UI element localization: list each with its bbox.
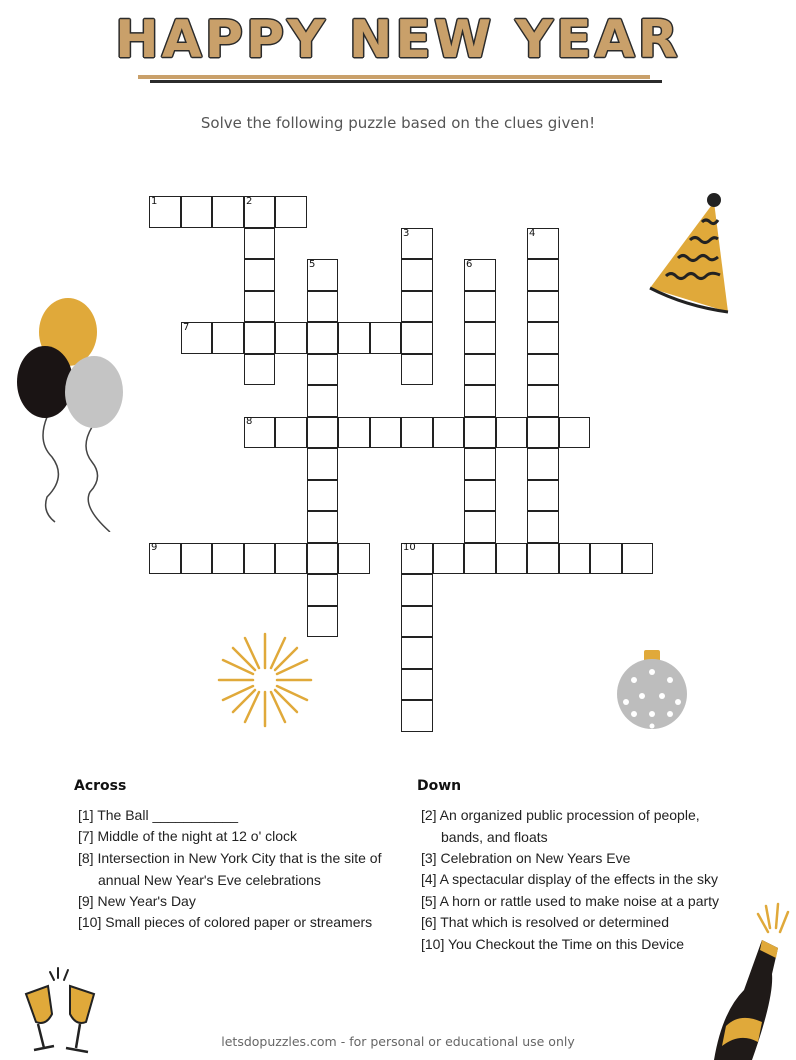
down-clue-4: [4] A spectacular display of the effects in the sky <box>421 871 719 887</box>
grid-cell[interactable] <box>212 196 244 228</box>
grid-cell[interactable] <box>401 574 433 606</box>
down-clue-6: [6] That which is resolved or determined <box>421 914 669 930</box>
clue-number-10: 10 <box>403 542 416 553</box>
grid-cell[interactable] <box>401 637 433 669</box>
grid-cell[interactable] <box>307 543 339 575</box>
grid-cell[interactable] <box>401 291 433 323</box>
grid-cell[interactable] <box>527 480 559 512</box>
across-clue-7: [7] Middle of the night at 12 o' clock <box>78 828 298 844</box>
firework-icon <box>215 630 315 730</box>
grid-cell[interactable] <box>307 417 339 449</box>
grid-cell[interactable] <box>275 322 307 354</box>
across-clue-8: [8] Intersection in New York City that is the site of annual New Year's Eve celebrations <box>78 850 382 888</box>
grid-cell[interactable] <box>275 196 307 228</box>
clue-number-2: 2 <box>246 196 253 207</box>
page-title: HAPPY NEW YEAR <box>115 10 681 70</box>
grid-cell[interactable] <box>307 354 339 386</box>
grid-cell[interactable] <box>464 417 496 449</box>
grid-cell[interactable] <box>244 322 276 354</box>
grid-cell[interactable] <box>370 322 402 354</box>
grid-cell[interactable] <box>559 543 591 575</box>
clue-number-1: 1 <box>151 196 158 207</box>
across-clue-9: [9] New Year's Day <box>78 893 196 909</box>
grid-cell[interactable] <box>496 543 528 575</box>
grid-cell[interactable] <box>338 322 370 354</box>
clue-number-5: 5 <box>309 259 316 270</box>
grid-cell[interactable] <box>433 543 465 575</box>
across-clue-1: [1] The Ball ___________ <box>78 807 239 823</box>
grid-cell[interactable] <box>212 543 244 575</box>
grid-cell[interactable] <box>401 322 433 354</box>
clue-number-3: 3 <box>403 228 410 239</box>
down-clue-2: [2] An organized public procession of people, bands, and floats <box>421 807 700 845</box>
grid-cell[interactable] <box>275 543 307 575</box>
grid-cell[interactable] <box>370 417 402 449</box>
grid-cell[interactable] <box>244 259 276 291</box>
down-clue-10: [10] You Checkout the Time on this Device <box>421 936 685 952</box>
grid-cell[interactable] <box>622 543 654 575</box>
grid-cell[interactable] <box>307 448 339 480</box>
grid-cell[interactable] <box>527 417 559 449</box>
grid-cell[interactable] <box>401 700 433 732</box>
grid-cell[interactable] <box>244 291 276 323</box>
grid-cell[interactable] <box>464 354 496 386</box>
grid-cell[interactable] <box>496 417 528 449</box>
grid-cell[interactable] <box>527 543 559 575</box>
grid-cell[interactable] <box>275 417 307 449</box>
party-hat-icon <box>640 188 740 318</box>
grid-cell[interactable] <box>401 354 433 386</box>
grid-cell[interactable] <box>527 448 559 480</box>
grid-cell[interactable] <box>401 259 433 291</box>
grid-cell[interactable] <box>527 511 559 543</box>
grid-cell[interactable] <box>212 322 244 354</box>
grid-cell[interactable] <box>527 385 559 417</box>
title-underline-dark <box>150 80 662 83</box>
grid-cell[interactable] <box>464 480 496 512</box>
clue-number-8: 8 <box>246 416 253 427</box>
grid-cell[interactable] <box>527 259 559 291</box>
grid-cell[interactable] <box>464 291 496 323</box>
grid-cell[interactable] <box>559 417 591 449</box>
grid-cell[interactable] <box>244 228 276 260</box>
footer: letsdopuzzles.com - for personal or educational use only <box>221 1034 575 1049</box>
grid-cell[interactable] <box>181 543 213 575</box>
grid-cell[interactable] <box>433 417 465 449</box>
grid-cell[interactable] <box>464 322 496 354</box>
grid-cell[interactable] <box>244 543 276 575</box>
across-clue-10: [10] Small pieces of colored paper or streamers <box>78 914 373 930</box>
grid-cell[interactable] <box>307 511 339 543</box>
across-heading: Across <box>74 778 127 794</box>
balloons-icon <box>12 292 130 532</box>
grid-cell[interactable] <box>590 543 622 575</box>
grid-cell[interactable] <box>307 385 339 417</box>
grid-cell[interactable] <box>307 291 339 323</box>
grid-cell[interactable] <box>464 511 496 543</box>
ornament-icon <box>612 644 692 734</box>
grid-cell[interactable] <box>401 606 433 638</box>
grid-cell[interactable] <box>401 417 433 449</box>
champagne-bottle-icon <box>704 902 796 1060</box>
down-heading: Down <box>417 778 462 794</box>
down-clue-5: [5] A horn or rattle used to make noise at a party <box>421 893 720 909</box>
grid-cell[interactable] <box>401 669 433 701</box>
grid-cell[interactable] <box>527 322 559 354</box>
down-clue-3: [3] Celebration on New Years Eve <box>421 850 631 866</box>
grid-cell[interactable] <box>244 354 276 386</box>
clue-number-7: 7 <box>183 322 190 333</box>
grid-cell[interactable] <box>307 322 339 354</box>
champagne-glasses-icon <box>14 964 110 1056</box>
grid-cell[interactable] <box>338 543 370 575</box>
grid-cell[interactable] <box>181 196 213 228</box>
grid-cell[interactable] <box>464 543 496 575</box>
grid-cell[interactable] <box>338 417 370 449</box>
title-underline-gold <box>138 75 650 79</box>
grid-cell[interactable] <box>464 448 496 480</box>
grid-cell[interactable] <box>527 291 559 323</box>
grid-cell[interactable] <box>307 574 339 606</box>
subtitle: Solve the following puzzle based on the clues given! <box>200 114 596 132</box>
clue-number-6: 6 <box>466 259 473 270</box>
clue-number-9: 9 <box>151 542 158 553</box>
grid-cell[interactable] <box>464 385 496 417</box>
grid-cell[interactable] <box>527 354 559 386</box>
grid-cell[interactable] <box>307 480 339 512</box>
clue-number-4: 4 <box>529 228 536 239</box>
